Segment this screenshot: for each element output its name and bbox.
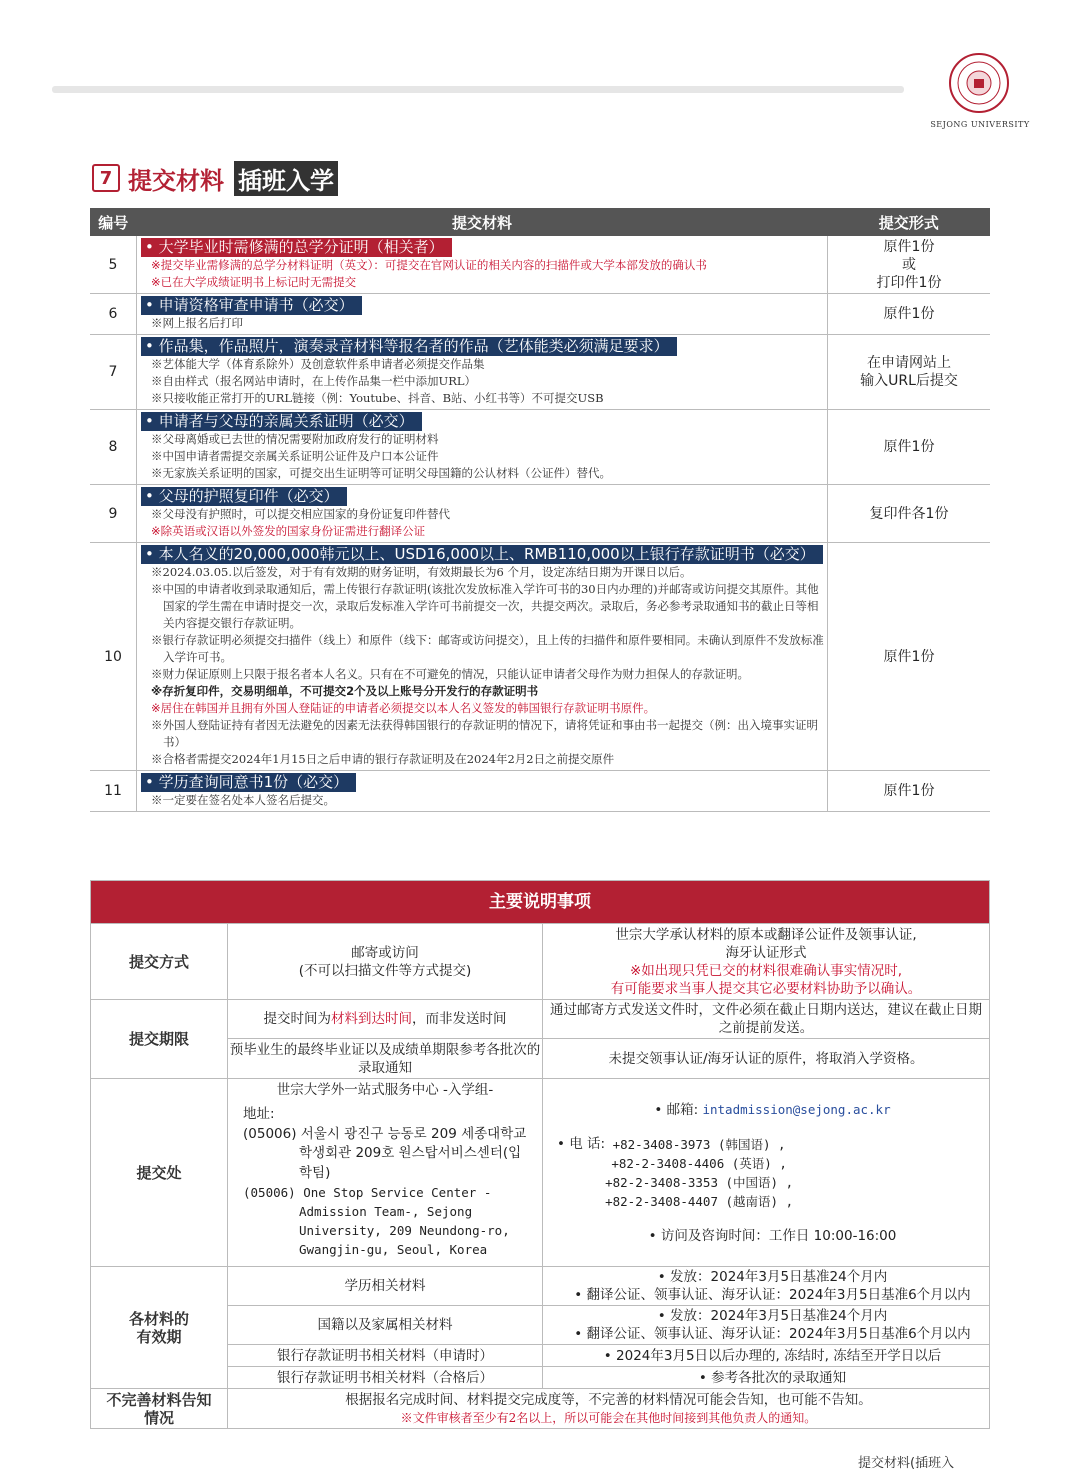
label-method: 提交方式 bbox=[91, 924, 228, 1000]
material-note: ※财力保证原则上只限于报名者本人名义。只有在不可避免的情况，只能认证申请者父母作为财力担保人的存款证明。 bbox=[151, 667, 749, 681]
form-line: 或 bbox=[902, 256, 916, 273]
header-no: 编号 bbox=[90, 208, 137, 236]
section-number: 7 bbox=[92, 164, 120, 192]
row-number: 7 bbox=[90, 335, 137, 410]
row-material bbox=[137, 236, 828, 294]
method-mid-1: 邮寄或访问 bbox=[351, 944, 419, 961]
validity-mid-3: 银行存款证明书相关材料（合格后） bbox=[228, 1367, 543, 1389]
material-note: ※只接收能正常打开的URL链接（例：Youtube、抖音、B站、小红书等）不可提交USB bbox=[151, 391, 604, 405]
form-line: 原件1份 bbox=[883, 648, 935, 665]
material-note: ※2024.03.05.以后签发，对于有有效期的财务证明，有效期最长为6 个月，设定冻结日期为开课日以后。 bbox=[151, 565, 692, 579]
row-form bbox=[828, 294, 991, 335]
row-form bbox=[828, 335, 991, 410]
validity-right-3: • 参考各批次的录取通知 bbox=[543, 1367, 990, 1389]
row-number: 9 bbox=[90, 485, 137, 543]
material-title: • 本人名义的20,000,000韩元以上、USD16,000以上、RMB110,000以上银行存款证明书（必交） bbox=[141, 545, 823, 564]
row-material bbox=[137, 771, 828, 812]
deadline-right-1: 通过邮寄方式发送文件时，文件必须在截止日期内送达，建议在截止日期之前提前发送。 bbox=[543, 1000, 990, 1039]
row-form bbox=[828, 236, 991, 294]
label-validity: 各材料的 有效期 bbox=[91, 1267, 228, 1389]
form-line: 原件1份 bbox=[883, 783, 935, 799]
material-note: ※艺体能大学（体育系除外）及创意软件系申请者必须提交作品集 bbox=[151, 357, 485, 371]
form-line: 复印件各1份 bbox=[869, 505, 949, 522]
phone-block bbox=[557, 1135, 988, 1211]
section-title: 提交材料 bbox=[128, 166, 224, 195]
method-right-1: 世宗大学承认材料的原本或翻译公证件及领事认证, bbox=[615, 926, 917, 943]
material-title: • 申请者与父母的亲属关系证明（必交） bbox=[141, 412, 422, 431]
material-note: ※银行存款证明必须提交扫描件（线上）和原件（线下：邮寄或访问提交），且上传的扫描件和原件要相同。未确认到原件不发放标准入学许可书。 bbox=[151, 633, 824, 664]
material-note: ※父母离婚或已去世的情况需要附加政府发行的证明材料 bbox=[151, 432, 439, 446]
table-row bbox=[90, 236, 990, 294]
material-title: • 作品集，作品照片，演奏录音材料等报名者的作品（艺体能类必须满足要求） bbox=[141, 337, 677, 356]
material-note: ※父母没有护照时，可以提交相应国家的身份证复印件替代 bbox=[151, 507, 450, 521]
deadline-mid-post: ，而非发送时间 bbox=[412, 1011, 507, 1027]
deadline-mid-pre: 提交时间为 bbox=[263, 1011, 331, 1027]
section-subtitle: 插班入学 bbox=[234, 161, 338, 196]
page-footer: 提交材料(插班入 bbox=[858, 1456, 955, 1471]
phone-list bbox=[605, 1135, 793, 1211]
deadline-mid-red: 材料到达时间 bbox=[331, 1011, 412, 1027]
form-line: 原件1份 bbox=[883, 439, 935, 455]
material-title: • 大学毕业时需修满的总学分证明（相关者） bbox=[141, 238, 452, 257]
material-title: • 申请资格审查申请书（必交） bbox=[141, 296, 362, 315]
material-note: ※除英语或汉语以外签发的国家身份证需进行翻译公证 bbox=[151, 524, 426, 538]
row-number: 6 bbox=[90, 294, 137, 335]
method-mid-2: (不可以扫描文件等方式提交) bbox=[298, 962, 472, 979]
table-row bbox=[90, 543, 990, 771]
validity-right-2: • 2024年3月5日以后办理的, 冻结时, 冻结至开学日以后 bbox=[543, 1345, 990, 1367]
header-form: 提交形式 bbox=[828, 208, 991, 236]
incomplete-text bbox=[228, 1389, 990, 1429]
section-heading bbox=[92, 160, 338, 196]
row-form bbox=[828, 543, 991, 771]
university-seal-icon bbox=[948, 52, 1010, 114]
material-note: ※中国申请者需提交亲属关系证明公证件及户口本公证件 bbox=[151, 449, 439, 463]
deadline-mid-2: 预毕业生的最终毕业证以及成绩单期限参考各批次的录取通知 bbox=[228, 1039, 543, 1079]
row-form bbox=[828, 771, 991, 812]
row-material bbox=[137, 335, 828, 410]
materials-table bbox=[90, 208, 990, 812]
label-place: 提交处 bbox=[91, 1079, 228, 1267]
material-note: ※一定要在签名处本人签名后提交。 bbox=[151, 793, 335, 807]
phone-number: +82-2-3408-4406 (英语) , bbox=[611, 1156, 787, 1171]
phone-number: +82-2-3408-3353 (中国语) , bbox=[605, 1175, 794, 1190]
service-center: 世宗大学外一站式服务中心 -入学组- bbox=[276, 1082, 494, 1098]
form-line: 打印件1份 bbox=[876, 274, 942, 291]
row-number: 11 bbox=[90, 771, 137, 812]
material-note: ※居住在韩国并且拥有外国人登陆证的申请者必须提交以本人名义签发的韩国银行存款证明书原件。 bbox=[151, 701, 656, 715]
phone-number: +82-2-3408-4407 (越南语) , bbox=[605, 1194, 794, 1209]
validity-mid-0: 学历相关材料 bbox=[228, 1267, 543, 1306]
method-right-4: 有可能要求当事人提交其它必要材料协助予以确认。 bbox=[610, 980, 922, 997]
table-row bbox=[90, 335, 990, 410]
deadline-mid-1 bbox=[228, 1000, 543, 1039]
material-note: ※存折复印件，交易明细单，不可提交2个及以上账号分开发行的存款证明书 bbox=[151, 684, 539, 698]
material-note: ※自由样式（报名网站申请时，在上传作品集一栏中添加URL） bbox=[151, 374, 476, 388]
phone-number: +82-3408-3973 (韩国语) , bbox=[612, 1137, 786, 1152]
top-decor-bar bbox=[52, 86, 904, 93]
notes-table bbox=[90, 880, 990, 1429]
notes-table-title: 主要说明事项 bbox=[91, 881, 990, 924]
deadline-right-2: 未提交领事认证/海牙认证的原件，将取消入学资格。 bbox=[543, 1039, 990, 1079]
method-mid bbox=[228, 924, 543, 1000]
material-note: ※已在大学成绩证明书上标记时无需提交 bbox=[151, 275, 357, 289]
email-link[interactable]: intadmission@sejong.ac.kr bbox=[702, 1102, 891, 1117]
row-form bbox=[828, 410, 991, 485]
form-line: 在申请网站上 bbox=[867, 355, 951, 371]
row-number: 8 bbox=[90, 410, 137, 485]
method-right-2: 海牙认证形式 bbox=[725, 944, 807, 961]
place-contact bbox=[543, 1079, 990, 1267]
university-logo-text: SEJONG UNIVERSITY bbox=[930, 120, 1030, 129]
phone-label: • 电 话: bbox=[557, 1136, 606, 1152]
validity-right-1: • 发放：2024年3月5日基准24个月内 • 翻译公证、领事认证、海牙认证：2024年3月5日基准6个月以内 bbox=[543, 1306, 990, 1345]
incomplete-line-2: ※文件审核者至少有2名以上，所以可能会在其他时间接到其他负责人的通知。 bbox=[400, 1410, 817, 1425]
validity-mid-1: 国籍以及家属相关材料 bbox=[228, 1306, 543, 1345]
row-number: 5 bbox=[90, 236, 137, 294]
validity-right-0: • 发放：2024年3月5日基准24个月内 • 翻译公证、领事认证、海牙认证：2024年3月5日基准6个月以内 bbox=[543, 1267, 990, 1306]
header-material: 提交材料 bbox=[137, 208, 828, 236]
row-number: 10 bbox=[90, 543, 137, 771]
material-note: ※合格者需提交2024年1月15日之后申请的银行存款证明及在2024年2月2日之前提交原件 bbox=[151, 752, 615, 766]
material-note: ※网上报名后打印 bbox=[151, 316, 243, 330]
material-title: • 父母的护照复印件（必交） bbox=[141, 487, 347, 506]
email-line: • 邮箱: intadmission@sejong.ac.kr bbox=[654, 1102, 891, 1118]
material-note: ※中国的申请者收到录取通知后，需上传银行存款证明(该批次发放标准入学许可书的30日内办理的)并邮寄或访问提交其原件。其他国家的学生需在申请时提交一次，录取后发标准入学许可书前提交一次，共提交两次。录取后，务必参考录取通知书的截止日等相关内容提交银行存款证明。 bbox=[151, 582, 819, 630]
table-row bbox=[90, 294, 990, 335]
row-form bbox=[828, 485, 991, 543]
table-row bbox=[90, 410, 990, 485]
row-material bbox=[137, 410, 828, 485]
method-right-3: ※如出现只凭已交的材料很难确认事实情况时, bbox=[629, 962, 903, 979]
table-row bbox=[90, 485, 990, 543]
material-note: ※提交毕业需修满的总学分材料证明（英文）：可提交在官网认证的相关内容的扫描件或大学本部发放的确认书 bbox=[151, 258, 707, 272]
table-row bbox=[90, 771, 990, 812]
method-right bbox=[543, 924, 990, 1000]
material-title: • 学历查询同意书1份（必交） bbox=[141, 773, 356, 792]
row-material bbox=[137, 294, 828, 335]
material-note: ※外国人登陆证持有者因无法避免的因素无法获得韩国银行的存款证明的情况下，请将凭证和事由书一起提交（例：出入境事实证明书） bbox=[151, 718, 818, 749]
address-korean: (05006) 서울시 광진구 능동로 209 세종대학교 학생회관 209호 원스탑서비스센터(입학팀) bbox=[243, 1125, 527, 1181]
form-line: 原件1份 bbox=[883, 238, 935, 255]
validity-mid-2: 银行存款证明书相关材料（申请时） bbox=[228, 1345, 543, 1367]
address-english: (05006) One Stop Service Center -Admission Team-, Sejong University, 209 Neundong-ro, Gwangjin-gu, Seoul, Korea bbox=[243, 1185, 510, 1257]
hours-line: • 访问及咨询时间：工作日 10:00-16:00 bbox=[648, 1228, 897, 1244]
label-incomplete: 不完善材料告知 情况 bbox=[91, 1389, 228, 1429]
row-material bbox=[137, 485, 828, 543]
form-line: 输入URL后提交 bbox=[860, 373, 958, 389]
form-line: 原件1份 bbox=[883, 306, 935, 322]
address-label: 地址: bbox=[243, 1106, 275, 1122]
place-address bbox=[228, 1079, 543, 1267]
row-material bbox=[137, 543, 828, 771]
incomplete-line-1: 根据报名完成时间、材料提交完成度等，不完善的材料情况可能会告知，也可能不告知。 bbox=[345, 1391, 872, 1408]
label-deadline: 提交期限 bbox=[91, 1000, 228, 1079]
material-note: ※无家族关系证明的国家，可提交出生证明等可证明父母国籍的公认材料（公证件）替代。 bbox=[151, 466, 611, 480]
